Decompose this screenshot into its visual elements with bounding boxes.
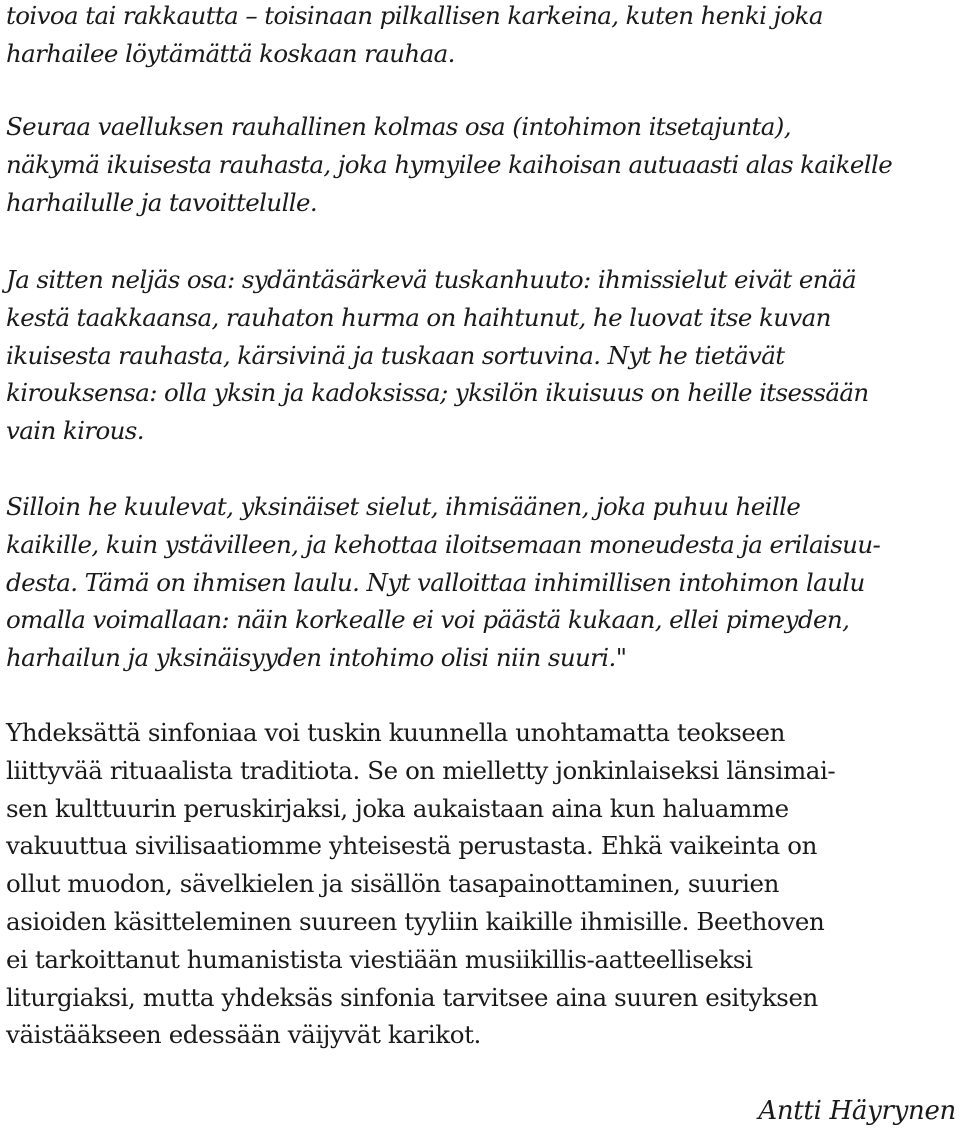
text-line: liittyvää rituaalista traditiota. Se on mielletty jonkinlaiseksi länsimai-: [6, 755, 836, 785]
text-line: asioiden käsitteleminen suureen tyyliin kaikille ihmisille. Beethoven: [6, 906, 825, 936]
text-line: toivoa tai rakkautta – toisinaan pilkallisen karkeina, kuten henki joka: [6, 1, 823, 30]
text-line: Seuraa vaelluksen rauhallinen kolmas osa (intohimon itsetajunta),: [6, 112, 791, 141]
text-line: ei tarkoittanut humanistista viestiään musiikillis-aatteelliseksi: [6, 944, 753, 974]
text-line: väistääkseen edessään väijyvät karikot.: [6, 1020, 481, 1050]
text-line: harhailun ja yksinäisyyden intohimo olisi niin suuri.": [6, 643, 627, 673]
text-line: kirouksensa: olla yksin ja kadoksissa; yksilön ikuisuus on heille itsessään: [6, 378, 869, 408]
paragraph-3: [6, 261, 869, 450]
paragraph-2: [6, 108, 892, 221]
text-line: Silloin he kuulevat, yksinäiset sielut, ihmisäänen, joka puhuu heille: [6, 492, 801, 521]
paragraph-4: [6, 488, 880, 677]
text-line: desta. Tämä on ihmisen laulu. Nyt valloittaa inhimillisen intohimon laulu: [6, 567, 865, 597]
paragraph-1: [6, 0, 823, 73]
text-line: vakuuttua sivilisaatiomme yhteisestä perustasta. Ehkä vaikeinta on: [6, 831, 817, 861]
text-line: harhailulle ja tavoittelulle.: [6, 187, 318, 217]
author-signature: Antti Häyrynen: [758, 1096, 956, 1126]
text-line: liturgiaksi, mutta yhdeksäs sinfonia tarvitsee aina suuren esityksen: [6, 982, 818, 1012]
text-line: kestä taakkaansa, rauhaton hurma on haihtunut, he luovat itse kuvan: [6, 302, 831, 332]
text-line: Yhdeksättä sinfoniaa voi tuskin kuunnella unohtamatta teokseen: [6, 718, 786, 747]
text-line: näkymä ikuisesta rauhasta, joka hymyilee kaihoisan autuaasti alas kaikelle: [6, 149, 893, 179]
text-line: harhailee löytämättä koskaan rauhaa.: [6, 38, 455, 68]
text-line: ikuisesta rauhasta, kärsivinä ja tuskaan sortuvina. Nyt he tietävät: [6, 340, 785, 370]
text-line: omalla voimallaan: näin korkealle ei voi päästä kukaan, ellei pimeyden,: [6, 605, 850, 635]
text-line: ollut muodon, sävelkielen ja sisällön tasapainottaminen, suurien: [6, 869, 780, 899]
paragraph-5: [6, 714, 835, 1054]
text-line: kaikille, kuin ystävilleen, ja kehottaa iloitsemaan moneudesta ja erilaisuu-: [6, 529, 881, 559]
text-line: sen kulttuurin peruskirjaksi, joka aukaistaan aina kun haluamme: [6, 793, 789, 823]
text-line: vain kirous.: [6, 416, 144, 446]
text-line: Ja sitten neljäs osa: sydäntäsärkevä tuskanhuuto: ihmissielut eivät enää: [6, 265, 856, 294]
